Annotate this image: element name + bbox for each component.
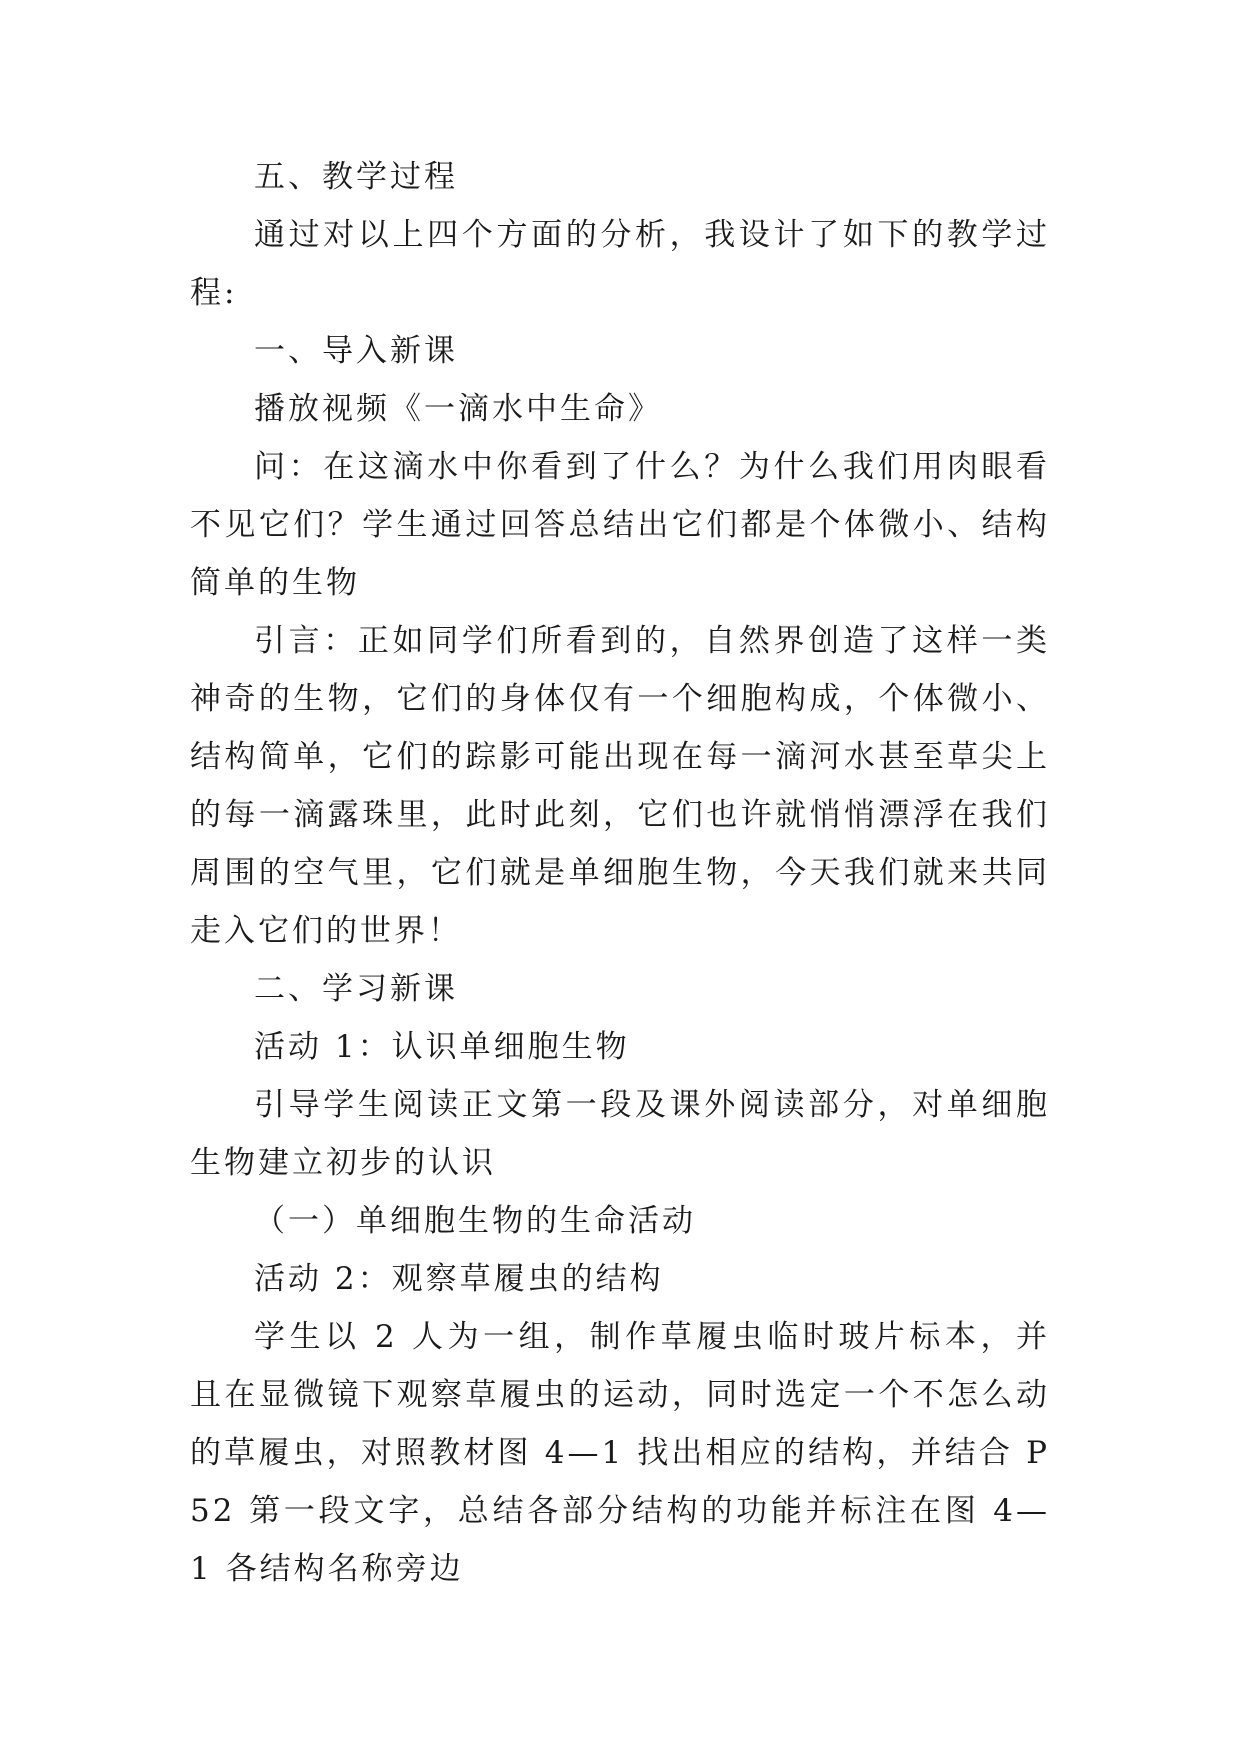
section-heading-learn-new-lesson: 二、学习新课 xyxy=(254,971,458,1007)
paragraph-activity-2: 活动 2：观察草履虫的结构 xyxy=(254,1261,664,1297)
paragraph-introduction-speech: 引言：正如同学们所看到的，自然界创造了这样一类神奇的生物，它们的身体仅有一个细胞构成，个体微小、结构简单，它们的踪影可能出现在每一滴河水甚至草尖上的每一滴露珠里，此时此刻，它们也许就悄悄漂浮在我们周围的空气里，它们就是单细胞生物，今天我们就来共同走入它们的世界！ xyxy=(190,623,1050,949)
section-heading-teaching-process: 五、教学过程 xyxy=(254,159,458,195)
paragraph-group-observation: 学生以 2 人为一组，制作草履虫临时玻片标本，并且在显微镜下观察草履虫的运动，同时选定一个不怎么动的草履虫，对照教材图 4—1 找出相应的结构，并结合 P52 第一段文字，总结各部分结构的功能并标注在图 4—1 各结构名称旁边 xyxy=(190,1319,1050,1587)
paragraph-video: 播放视频《一滴水中生命》 xyxy=(254,391,662,427)
paragraph-question: 问：在这滴水中你看到了什么？为什么我们用肉眼看不见它们？学生通过回答总结出它们都是个体微小、结构简单的生物 xyxy=(190,449,1050,601)
paragraph-guide-reading: 引导学生阅读正文第一段及课外阅读部分，对单细胞生物建立初步的认识 xyxy=(190,1087,1050,1181)
document-body xyxy=(190,148,1050,1598)
section-heading-new-lesson-intro: 一、导入新课 xyxy=(254,333,458,369)
subsection-heading-life-activities: （一）单细胞生物的生命活动 xyxy=(254,1203,696,1239)
paragraph-activity-1: 活动 1：认识单细胞生物 xyxy=(254,1029,630,1065)
paragraph-intro: 通过对以上四个方面的分析，我设计了如下的教学过程: xyxy=(190,217,1050,311)
